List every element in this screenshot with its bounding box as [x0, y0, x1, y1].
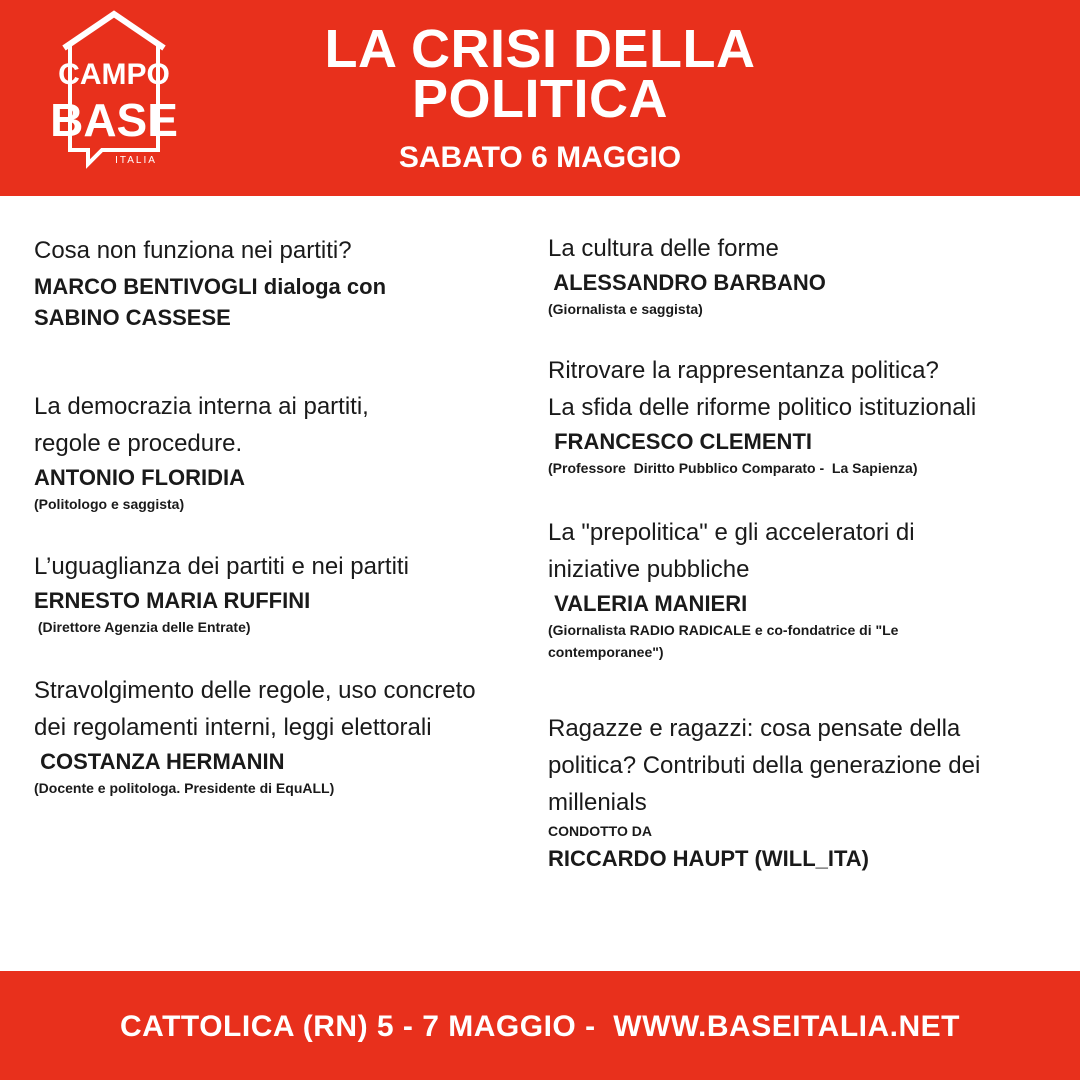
- session-topic: La sfida delle riforme politico istituzionali: [548, 394, 977, 421]
- session-item: [34, 232, 534, 333]
- session-item: [34, 548, 534, 638]
- session-topic: dei regolamenti interni, leggi elettorali: [34, 714, 432, 741]
- speaker-role: (Giornalista e saggista): [548, 301, 703, 317]
- session-speaker: SABINO CASSESE: [34, 305, 231, 330]
- session-item: [548, 352, 1068, 479]
- session-topic: Ragazze e ragazzi: cosa pensate della: [548, 715, 961, 742]
- session-speaker: ANTONIO FLORIDIA: [34, 465, 246, 490]
- house-speech-bubble-logo-icon: [50, 8, 178, 170]
- title-block: [240, 19, 840, 176]
- session-topic: politica? Contributi della generazione dei: [548, 752, 981, 779]
- footer-location-website: CATTOLICA (RN) 5 - 7 MAGGIO - WWW.BASEITALIA.NET: [120, 1010, 960, 1043]
- speaker-role: (Direttore Agenzia delle Entrate): [34, 619, 251, 635]
- logo-text-base: BASE: [50, 94, 178, 146]
- session-speaker: FRANCESCO CLEMENTI: [548, 429, 812, 454]
- logo-text-italia: ITALIA: [115, 155, 157, 166]
- session-item: [548, 514, 1068, 663]
- session-speaker: ALESSANDRO BARBANO: [548, 270, 826, 295]
- session-topic: Cosa non funziona nei partiti?: [34, 237, 352, 264]
- session-speaker: ERNESTO MARIA RUFFINI: [34, 588, 311, 613]
- session-topic: La "prepolitica" e gli acceleratori di: [548, 519, 915, 546]
- session-item: [548, 710, 1068, 874]
- event-date: SABATO 6 MAGGIO: [398, 141, 682, 174]
- speaker-role: contemporanee"): [548, 644, 664, 660]
- session-item: [34, 672, 534, 799]
- campo-base-logo: [50, 8, 178, 170]
- session-item: [548, 230, 1068, 320]
- session-topic: regole e procedure.: [34, 430, 243, 457]
- speaker-role: (Politologo e saggista): [34, 496, 185, 512]
- session-item: [34, 388, 534, 515]
- footer-banner: [0, 971, 1080, 1080]
- page-title-line-2: POLITICA: [412, 69, 668, 129]
- page-title-line-1: LA CRISI DELLA: [324, 19, 756, 79]
- session-speaker: RICCARDO HAUPT (WILL_ITA): [548, 846, 869, 871]
- session-speaker: VALERIA MANIERI: [548, 591, 748, 616]
- session-topic: L’uguaglianza dei partiti e nei partiti: [34, 553, 409, 580]
- session-topic: Stravolgimento delle regole, uso concreto: [34, 677, 476, 704]
- header-banner: [0, 0, 1080, 196]
- speaker-role: (Docente e politologa. Presidente di EquALL): [34, 780, 335, 796]
- speaker-role: (Professore Diritto Pubblico Comparato - La Sapienza): [548, 460, 918, 476]
- session-topic: La democrazia interna ai partiti,: [34, 393, 369, 420]
- speaker-role: (Giornalista RADIO RADICALE e co-fondatrice di "Le: [548, 622, 899, 638]
- session-speaker: MARCO BENTIVOGLI dialoga con: [34, 274, 387, 299]
- session-speaker: COSTANZA HERMANIN: [34, 749, 285, 774]
- session-topic: millenials: [548, 789, 647, 816]
- session-topic: La cultura delle forme: [548, 235, 779, 262]
- session-topic: Ritrovare la rappresentanza politica?: [548, 357, 939, 384]
- moderator-label: CONDOTTO DA: [548, 823, 652, 839]
- session-topic: iniziative pubbliche: [548, 556, 750, 583]
- logo-text-campo: CAMPO: [58, 58, 170, 91]
